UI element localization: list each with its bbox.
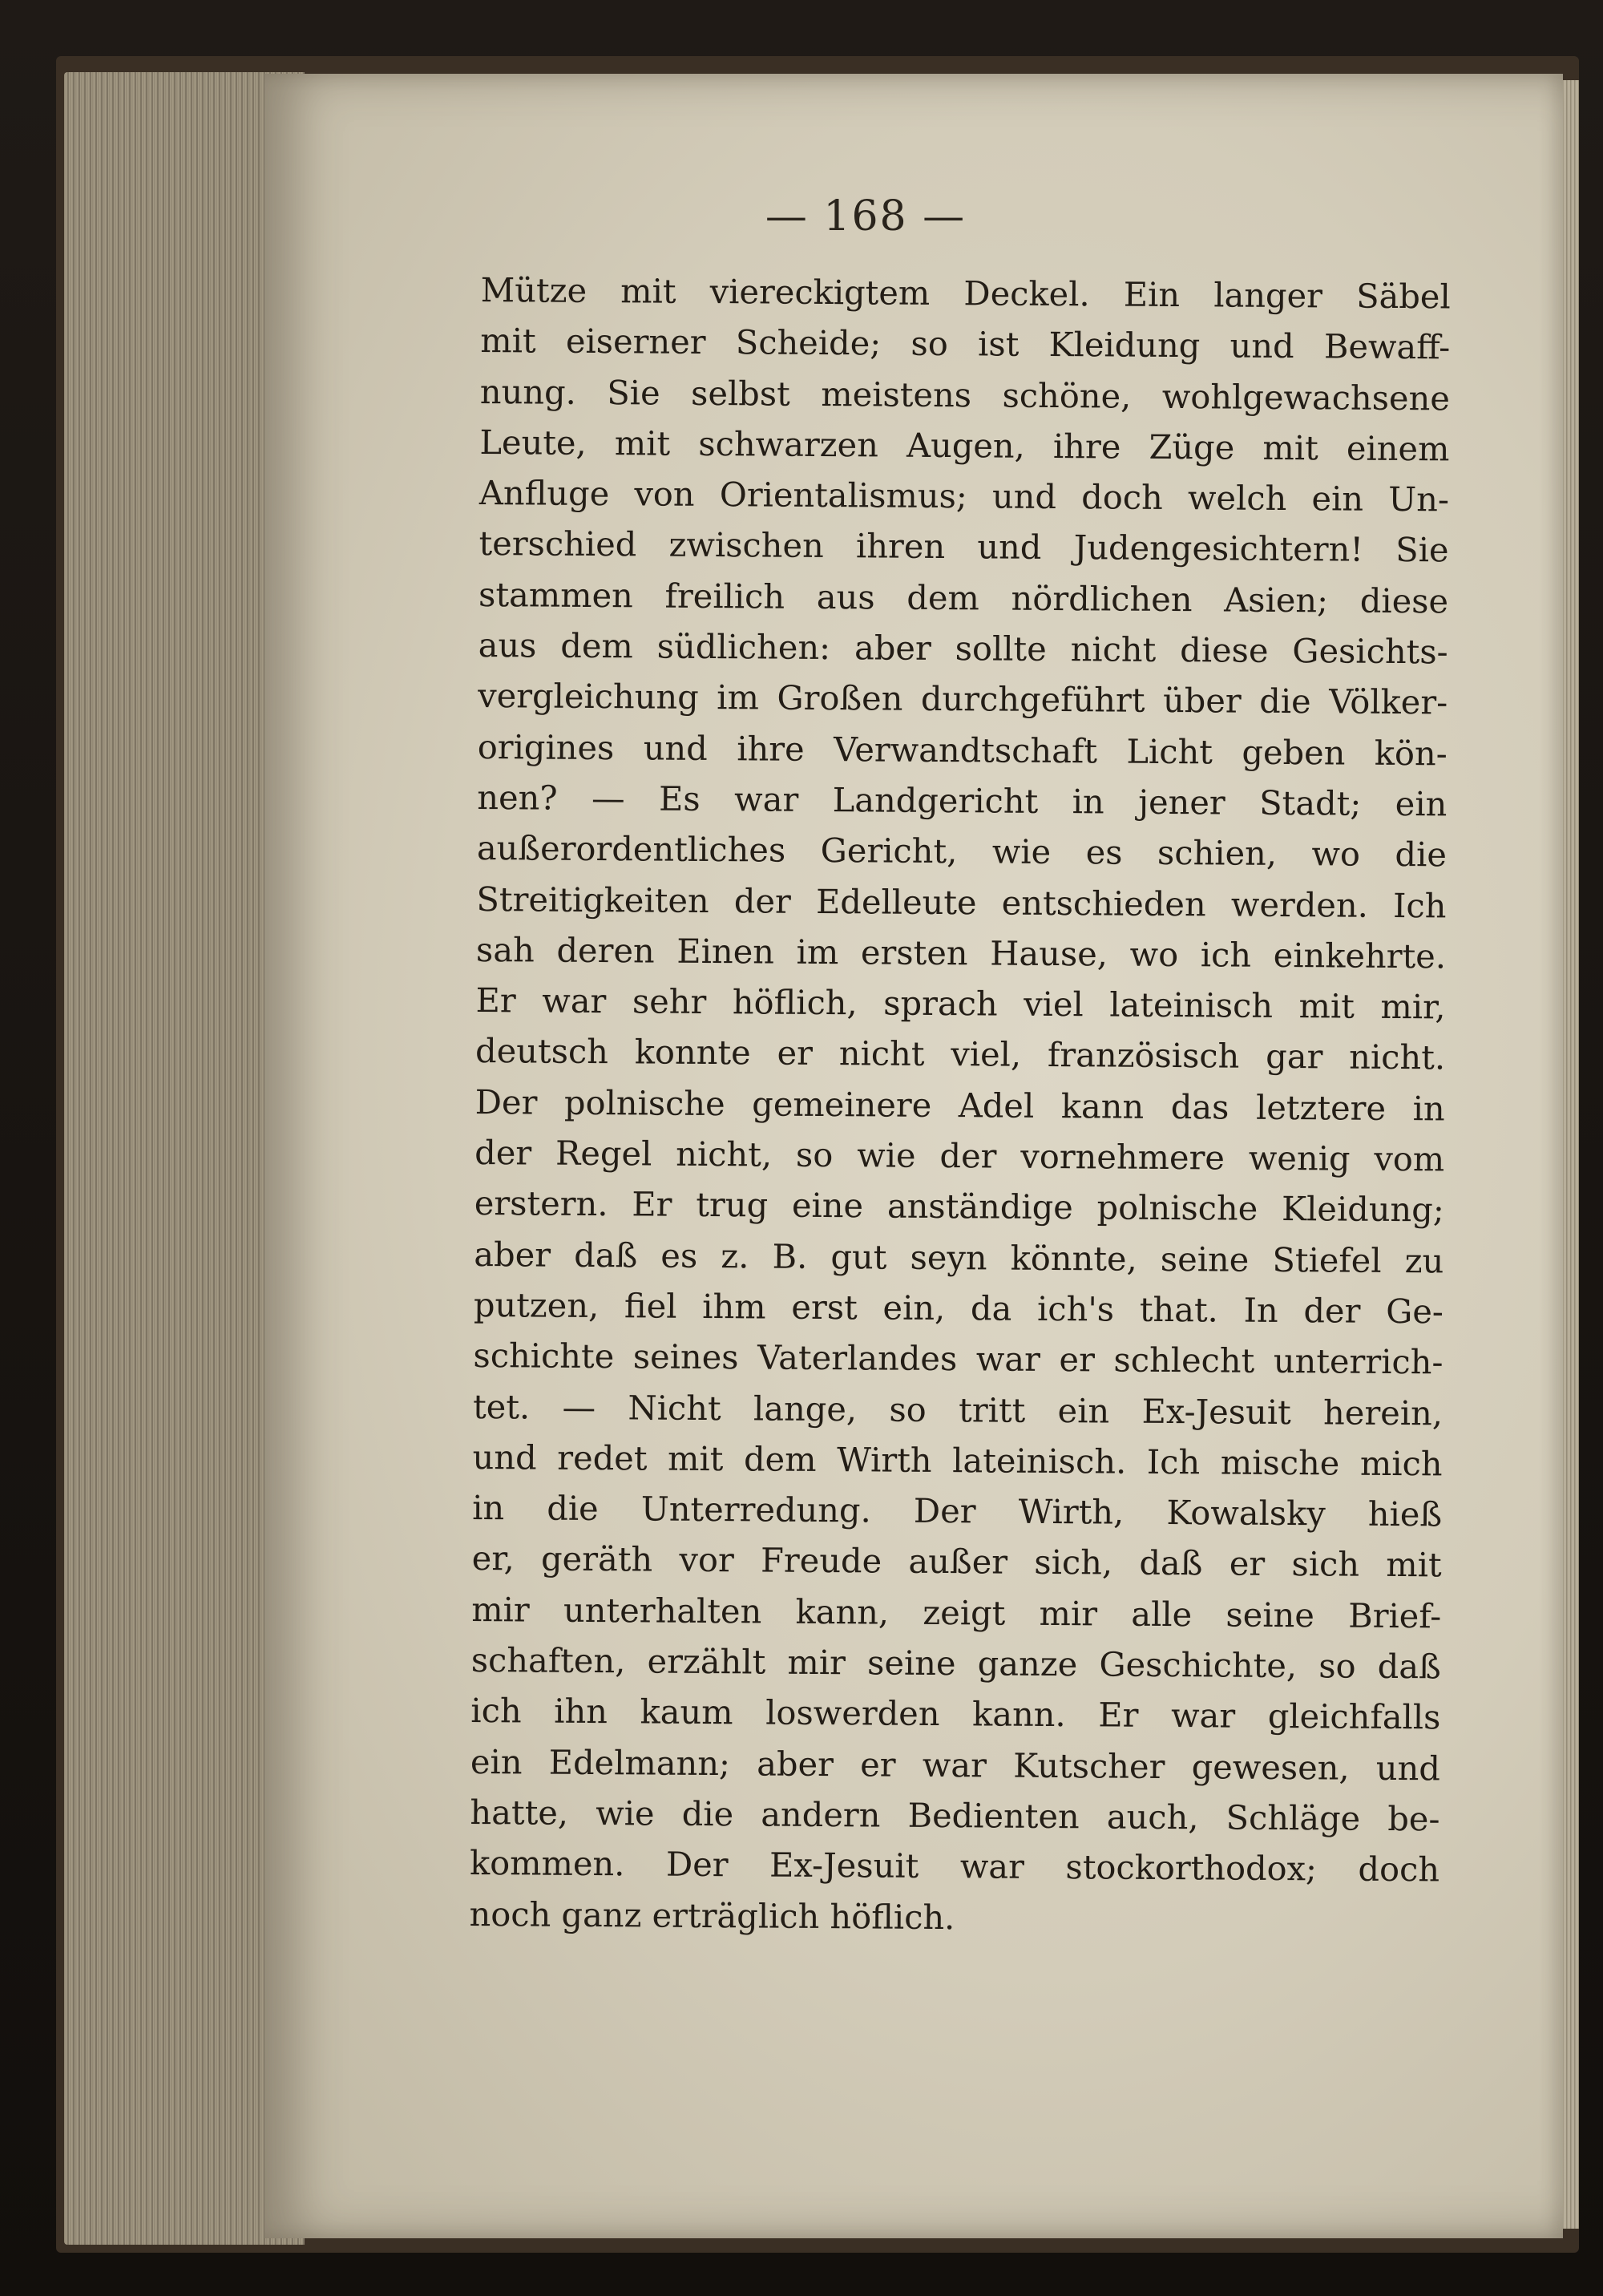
page-number: — 168 —	[765, 192, 967, 241]
text-line: sah deren Einen im ersten Hause, wo ich einkehrte.	[475, 929, 1447, 976]
text-line: aus dem südlichen: aber sollte nicht diese Gesichts-	[478, 625, 1448, 672]
text-line: nen? — Es war Landgericht in jener Stadt; ein	[477, 777, 1448, 824]
text-line: außerordentliches Gericht, wie es schien, wo die	[476, 828, 1448, 875]
text-line: terschied zwischen ihren und Judengesichtern! Sie	[478, 523, 1449, 570]
text-line: in die Unterredung. Der Wirth, Kowalsky hieß	[472, 1488, 1443, 1534]
text-line: er, geräth vor Freude außer sich, daß er sich mit	[471, 1538, 1442, 1585]
text-line: putzen, fiel ihm erst ein, da ich's that. In der Ge-	[473, 1284, 1444, 1332]
text-line: Der polnische gemeinere Adel kann das letztere in	[474, 1081, 1445, 1129]
text-line: ich ihn kaum loswerden kann. Er war gleichfalls	[470, 1691, 1441, 1737]
text-line: Leute, mit schwarzen Augen, ihre Züge mit einem	[479, 422, 1450, 469]
text-line: vergleichung im Großen durchgeführt über die Völker-	[478, 676, 1448, 722]
text-line: tet. — Nicht lange, so tritt ein Ex-Jesuit herein,	[472, 1386, 1444, 1433]
text-line: mir unterhalten kann, zeigt mir alle seine Brief-	[471, 1589, 1442, 1636]
text-line: Streitigkeiten der Edelleute entschieden werden. Ich	[476, 879, 1447, 925]
text-line: Er war sehr höflich, sprach viel lateinisch mit mir,	[475, 980, 1446, 1027]
text-line: origines und ihre Verwandtschaft Licht geben kön-	[477, 726, 1448, 774]
text-line: schaften, erzählt mir seine ganze Geschichte, so daß	[470, 1639, 1441, 1687]
body-text	[469, 265, 1451, 1946]
text-line: hatte, wie die andern Bedienten auch, Schläge be-	[470, 1792, 1440, 1839]
text-line: und redet mit dem Wirth lateinisch. Ich mische mich	[472, 1437, 1443, 1484]
text-line: Mütze mit viereckigtem Deckel. Ein langer Säbel	[480, 269, 1451, 317]
text-line: deutsch konnte er nicht viel, französisch gar nicht.	[474, 1031, 1446, 1077]
text-line: aber daß es z. B. gut seyn könnte, seine Stiefel zu	[474, 1234, 1444, 1281]
text-line: schichte seines Vaterlandes war er schlecht unterrich-	[473, 1336, 1444, 1382]
text-line: nung. Sie selbst meistens schöne, wohlgewachsene	[479, 371, 1451, 418]
text-line: stammen freilich aus dem nördlichen Asien; diese	[478, 574, 1449, 621]
text-line: der Regel nicht, so wie der vornehmere wenig vom	[474, 1133, 1445, 1179]
text-line: ein Edelmann; aber er war Kutscher gewesen, und	[470, 1741, 1441, 1789]
text-line: kommen. Der Ex-Jesuit war stockorthodox; doch	[469, 1843, 1440, 1890]
text-line: Anfluge von Orientalismus; und doch welch ein Un-	[478, 473, 1450, 519]
text-line: noch ganz erträglich höflich.	[469, 1894, 955, 1937]
text-line: erstern. Er trug eine anständige polnische Kleidung;	[474, 1183, 1444, 1230]
text-line: mit eiserner Scheide; so ist Kleidung und Bewaff-	[480, 321, 1451, 367]
